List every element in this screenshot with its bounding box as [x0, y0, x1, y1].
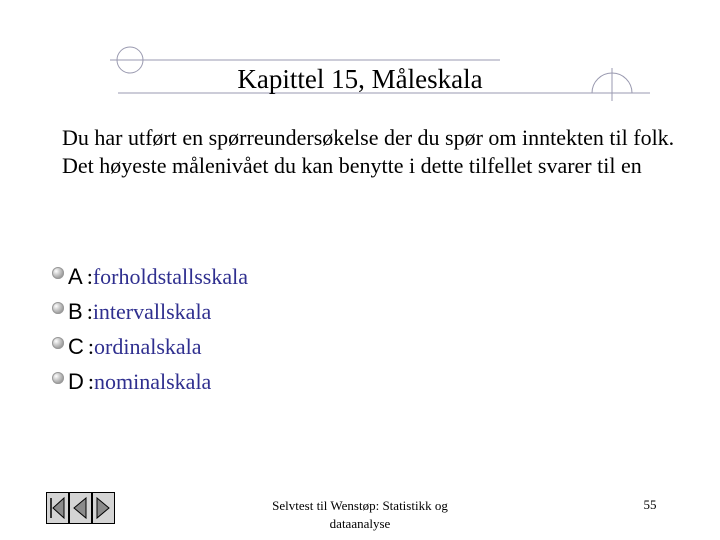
footer-line-1: Selvtest til Wenstøp: Statistikk og [272, 498, 448, 513]
bullet-icon [52, 302, 64, 314]
option-letter: B [68, 298, 83, 324]
footer-text [240, 497, 480, 533]
slide-title: Kapittel 15, Måleskala [237, 64, 483, 94]
option-text: nominalskala [94, 368, 212, 394]
question-text: Du har utført en spørreundersøkelse der du spør om inntekten til folk. Det høyeste målenivået du kan benytte i dette tilfellet svarer til en [62, 125, 675, 178]
option-b[interactable]: B : intervallskala [52, 294, 248, 329]
option-text: ordinalskala [94, 333, 202, 359]
option-letter: C [68, 333, 84, 359]
option-letter: D [68, 368, 84, 394]
first-slide-button[interactable] [47, 493, 69, 524]
option-c[interactable]: C : ordinalskala [52, 329, 248, 364]
answer-options [52, 259, 248, 399]
option-letter: A [68, 263, 83, 289]
option-a[interactable]: A : forholdstallsskala [52, 259, 248, 294]
option-d[interactable]: D : nominalskala [52, 364, 248, 399]
bullet-icon [52, 372, 64, 384]
bullet-icon [52, 337, 64, 349]
option-text: intervallskala [92, 298, 212, 324]
navigation-buttons [46, 492, 116, 524]
previous-slide-button[interactable] [70, 493, 92, 524]
page-number: 55 [643, 497, 657, 512]
footer-line-2: dataanalyse [329, 516, 391, 531]
next-slide-button[interactable] [93, 493, 115, 524]
bullet-icon [52, 267, 64, 279]
option-text: forholdstallsskala [92, 263, 249, 289]
